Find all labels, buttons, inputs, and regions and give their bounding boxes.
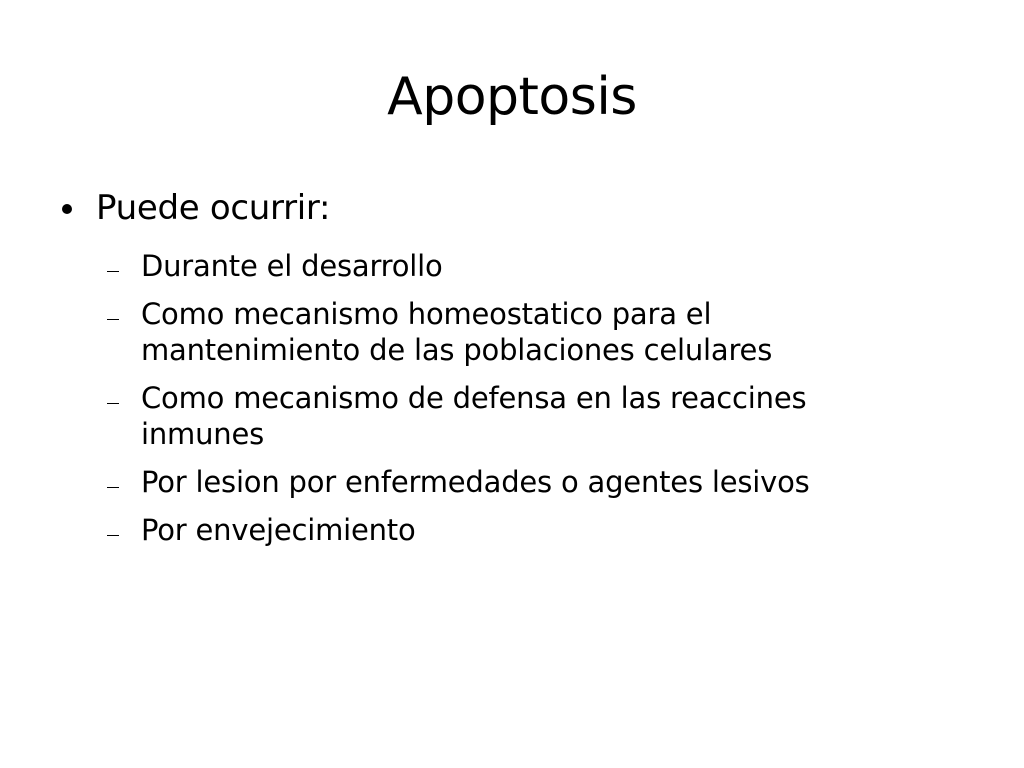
sub-bullet-item — [107, 512, 907, 548]
bullet-dot-icon — [62, 204, 72, 214]
sub-bullet-list — [107, 248, 907, 560]
sub-bullet-item — [107, 380, 907, 452]
sub-bullet-item — [107, 248, 907, 284]
sub-bullet-item — [107, 464, 907, 500]
sub-bullet-text: Como mecanismo de defensa en las reaccines inmunes — [141, 381, 807, 451]
dash-icon — [107, 535, 119, 536]
sub-bullet-text: Como mecanismo homeostatico para el mantenimiento de las poblaciones celulares — [141, 297, 773, 367]
sub-bullet-item — [107, 296, 907, 368]
sub-bullet-text: Durante el desarrollo — [141, 249, 443, 283]
bullet-text: Puede ocurrir: — [96, 188, 331, 228]
dash-icon — [107, 271, 119, 272]
dash-icon — [107, 319, 119, 320]
bullet-item — [62, 184, 330, 232]
sub-bullet-text: Por envejecimiento — [141, 513, 416, 547]
slide-title: Apoptosis — [387, 67, 637, 127]
dash-icon — [107, 487, 119, 488]
sub-bullet-text: Por lesion por enfermedades o agentes lesivos — [141, 465, 810, 499]
dash-icon — [107, 403, 119, 404]
